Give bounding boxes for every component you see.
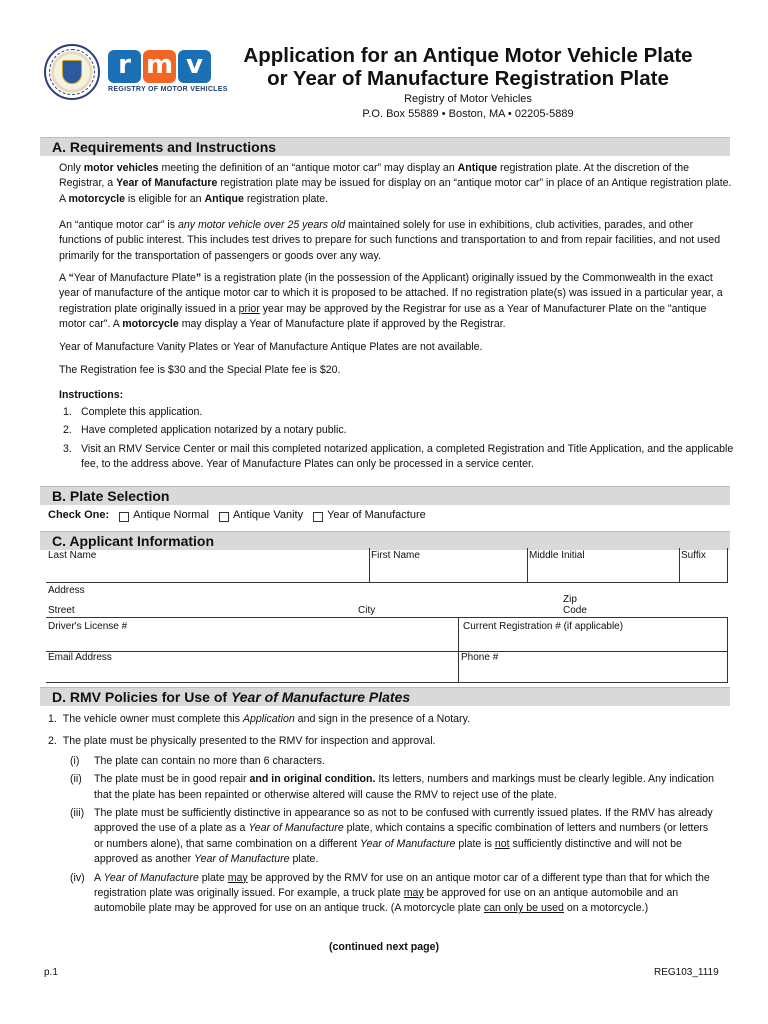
current-registration-field[interactable] (460, 634, 726, 650)
policy-item-2: 2. The plate must be physically presented to the RMV for inspection and approval. (48, 735, 436, 747)
instructions-list (59, 405, 734, 475)
logo-letter-m: m (143, 50, 176, 83)
form-id: REG103_1119 (654, 967, 719, 978)
last-name-label: Last Name (48, 550, 97, 561)
policy-sub-list (60, 754, 720, 920)
year-of-manufacture-checkbox[interactable] (313, 512, 323, 522)
section-a-paragraph-4: Year of Manufacture Vanity Plates or Year of Manufacture Antique Plates are not available. (59, 341, 483, 353)
list-item: 1. Complete this application. (63, 406, 203, 418)
mailing-address: P.O. Box 55889 • Boston, MA • 02205-5889 (362, 108, 574, 121)
page-title (228, 44, 708, 91)
title-line-2: or Year of Manufacture Registration Plate (267, 67, 669, 91)
zip-code-label: Zip Code (563, 594, 587, 616)
middle-initial-field[interactable] (528, 562, 678, 581)
drivers-license-field[interactable] (46, 634, 456, 650)
page-number: p.1 (44, 967, 58, 978)
address-label: Address (48, 585, 85, 596)
list-item: (iv) A Year of Manufacture plate may be approved by the RMV for use on an antique motor car of a different type than that for which the registration plate was originally issued. For example, a truck plate may be approved for use on an antique automobile and an automobile plate may be approved for use on an antique truck. (A motorcycle plate can only be used on a motorcycle.) (70, 871, 710, 915)
section-a-heading: A. Requirements and Instructions (40, 137, 730, 156)
suffix-label: Suffix (681, 550, 706, 561)
first-name-field[interactable] (370, 562, 526, 581)
section-b-heading: B. Plate Selection (40, 486, 730, 505)
city-label: City (358, 605, 376, 616)
first-name-label: First Name (371, 550, 420, 561)
section-a-paragraph-3: A “Year of Manufacture Plate” is a registration plate (in the possession of the Applicant) originally issued by the Commonwealth in the exact year of manufacture of the antique motor car to which it is proposed to be attached. If no registration plate(s) was issued in a particular year, a registration plate originally issued in a prior year may be approved by the Registrar for use as a Year of Manufacturer Plate on the "antique motor car". A motorcycle may display a Year of Manufacture plate if approved by the Registrar. (59, 272, 723, 331)
email-label: Email Address (48, 652, 112, 663)
commonwealth-seal (44, 44, 100, 100)
antique-normal-checkbox[interactable] (119, 512, 129, 522)
instructions-label: Instructions: (59, 389, 124, 401)
check-one-label: Check One: (48, 509, 110, 521)
list-item: (i) The plate can contain no more than 6 characters. (70, 755, 325, 767)
antique-vanity-label: Antique Vanity (232, 509, 304, 521)
antique-normal-label: Antique Normal (133, 509, 209, 521)
logo-subtitle: REGISTRY OF MOTOR VEHICLES (108, 86, 228, 93)
phone-label: Phone # (461, 652, 499, 663)
phone-field[interactable] (460, 665, 726, 681)
title-line-1: Application for an Antique Motor Vehicle Plate (243, 44, 693, 67)
email-field[interactable] (46, 665, 456, 681)
suffix-field[interactable] (680, 562, 726, 581)
list-item: 2. Have completed application notarized by a notary public. (63, 424, 347, 437)
plate-selection-row (48, 508, 426, 524)
antique-vanity-checkbox[interactable] (219, 512, 229, 522)
fee-text: The Registration fee is $30 and the Special Plate fee is $20. (59, 364, 341, 376)
list-item: (iii) The plate must be sufficiently distinctive in appearance so as not to be confused with currently issued plates. If the RMV has already approved the use of a plate as a Year of Manufacture plate, which contains a specific combination of letters and numbers (or letters or numbers alone), that same combination on a different Year of Manufacture plate is not sufficiently distinctive and will not be approved as another Year of Manufacture plate. (70, 807, 713, 866)
current-registration-label: Current Registration # (if applicable) (463, 621, 624, 632)
list-item: (ii) The plate must be in good repair and in original condition. Its letters, numbers and markings must be clearly legible. Any indication that the plate has been repainted or otherwise altered will cause the RMV to reject use of the plate. (70, 773, 714, 801)
middle-initial-label: Middle Initial (529, 550, 585, 561)
logo-letter-r: r (108, 50, 141, 83)
continued-note: (continued next page) (328, 941, 440, 953)
section-a-paragraph-2: An “antique motor car” is any motor vehicle over 25 years old maintained solely for use in exhibitions, club activities, parades, and other functions of public interest. This includes test drives to prepare for such functions and transportation to and from repair facilities, and not used primarily for the transportation of passengers or goods over any way. (59, 219, 721, 262)
rmv-logo (108, 50, 228, 95)
last-name-field[interactable] (46, 562, 368, 581)
address-field[interactable] (46, 584, 726, 616)
drivers-license-label: Driver's License # (48, 621, 128, 632)
policy-item-1: 1. The vehicle owner must complete this Application and sign in the presence of a Notary. (48, 713, 471, 725)
street-label: Street (48, 605, 75, 616)
section-d-heading: D. RMV Policies for Use of Year of Manufacture Plates (40, 687, 730, 706)
year-of-manufacture-label: Year of Manufacture (327, 509, 426, 521)
shield-icon (62, 60, 82, 84)
list-item: 3. Visit an RMV Service Center or mail this completed notarized application, a completed Registration and Title Application, and the applicable fee, to the address above. Year of Manufacture Plates can only be processed in a service center. (63, 442, 734, 471)
section-c-heading: C. Applicant Information (40, 531, 730, 550)
section-a-paragraph-1: Only motor vehicles meeting the definition of an “antique motor car” may display an Antique registration plate. At the discretion of the Registrar, a Year of Manufacture registration plate may be issued for display on an “antique motor car” in place of an Antique registration plate. A motorcycle is eligible for an Antique registration plate. (59, 162, 732, 205)
org-name: Registry of Motor Vehicles (404, 93, 532, 105)
org-address (228, 92, 708, 123)
logo-letter-v: v (178, 50, 211, 83)
